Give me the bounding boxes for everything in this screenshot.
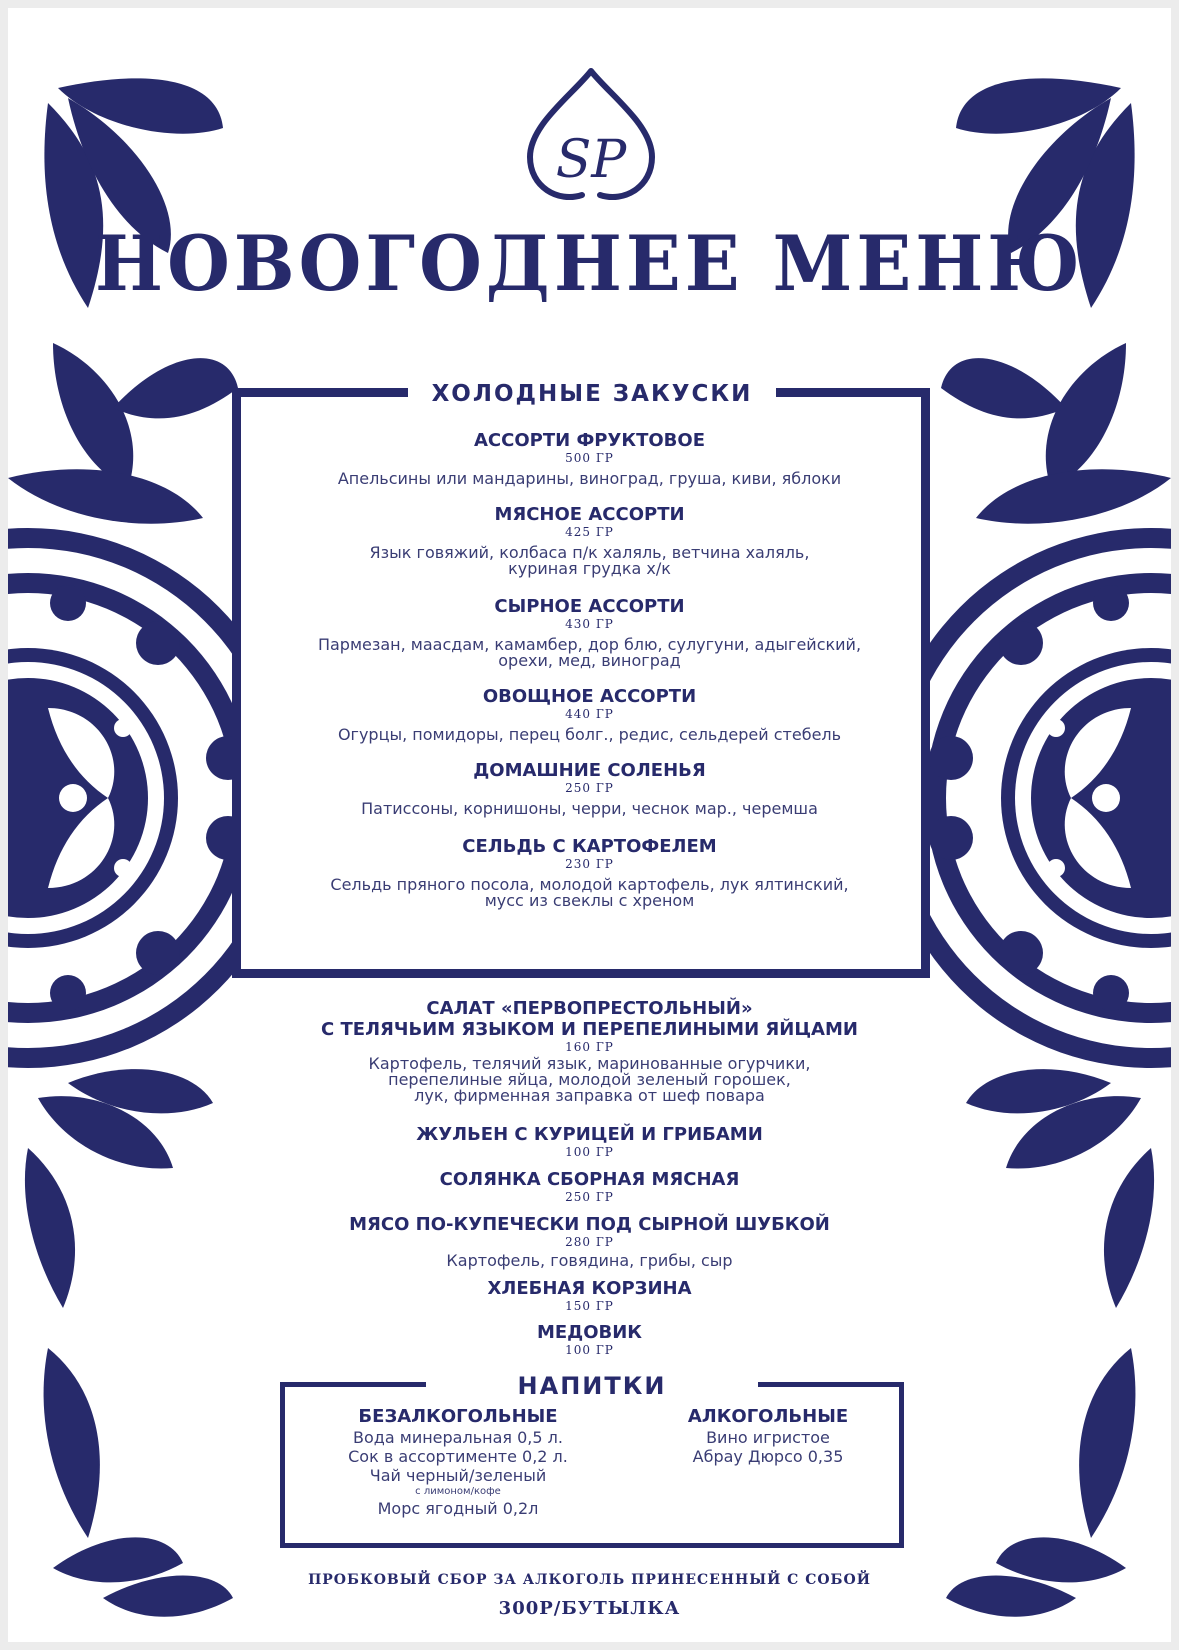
drink-item: Вино игристое xyxy=(706,1428,830,1447)
dish-name: МЯСО ПО-КУПЕЧЕСКИ ПОД СЫРНОЙ ШУБКОЙ xyxy=(349,1214,830,1235)
corkage-note: ПРОБКОВЫЙ СБОР ЗА АЛКОГОЛЬ ПРИНЕСЕННЫЙ С СОБОЙ xyxy=(308,1572,871,1588)
dish-name: СОЛЯНКА СБОРНАЯ МЯСНАЯ xyxy=(439,1169,740,1190)
dish-description: лук, фирменная заправка от шеф повара xyxy=(414,1086,765,1105)
menu-page xyxy=(8,8,1171,1642)
dish-weight: 250 ГР xyxy=(565,1190,614,1204)
cold-appetizers-heading: ХОЛОДНЫЕ ЗАКУСКИ xyxy=(408,383,776,406)
dish-name: ДОМАШНИЕ СОЛЕНЬЯ xyxy=(473,760,706,781)
dish-weight: 150 ГР xyxy=(565,1299,614,1313)
dish-name: ХЛЕБНАЯ КОРЗИНА xyxy=(487,1278,692,1299)
dish-weight: 250 ГР xyxy=(565,781,614,795)
main-dish-item xyxy=(8,1278,1171,1313)
dish-description: куриная грудка х/к xyxy=(508,559,671,578)
drink-item: Сок в ассортименте 0,2 л. xyxy=(348,1447,568,1466)
dish-weight: 280 ГР xyxy=(565,1235,614,1249)
dish-weight: 230 ГР xyxy=(565,857,614,871)
dish-name: МЕДОВИК xyxy=(536,1322,643,1343)
dish-description: Патиссоны, корнишоны, черри, чеснок мар., черемша xyxy=(361,799,818,818)
dish-description: мусс из свеклы с хреном xyxy=(484,891,695,910)
page-title: НОВОГОДНЕЕ МЕНЮ xyxy=(95,218,1084,309)
alcoholic-column xyxy=(648,1406,888,1466)
cold-dish-item xyxy=(8,836,1171,909)
dish-description: перепелиные яйца, молодой зеленый горошек, xyxy=(388,1070,791,1089)
dish-name: ОВОЩНОЕ АССОРТИ xyxy=(482,686,697,707)
cold-dish-item xyxy=(8,596,1171,669)
dish-name: СЕЛЬДЬ С КАРТОФЕЛЕМ xyxy=(462,836,717,857)
dish-description: Огурцы, помидоры, перец болг., редис, сельдерей стебель xyxy=(337,725,842,744)
drinks-heading: НАПИТКИ xyxy=(426,1374,758,1398)
corkage-price: 300Р/БУТЫЛКА xyxy=(498,1598,681,1619)
main-dish-item xyxy=(8,1169,1171,1204)
dish-description: орехи, мед, виноград xyxy=(498,651,681,670)
dish-weight: 160 ГР xyxy=(565,1040,614,1054)
dish-weight: 100 ГР xyxy=(565,1145,614,1159)
cold-dish-item xyxy=(8,430,1171,487)
dish-description: Язык говяжий, колбаса п/к халяль, ветчина халяль, xyxy=(369,543,810,562)
non-alcoholic-title: БЕЗАЛКОГОЛЬНЫЕ xyxy=(358,1406,558,1427)
drink-item: Морс ягодный 0,2л xyxy=(377,1499,539,1518)
dish-name: С ТЕЛЯЧЬИМ ЯЗЫКОМ И ПЕРЕПЕЛИНЫМИ ЯЙЦАМИ xyxy=(321,1019,858,1040)
main-dish-item xyxy=(8,1322,1171,1357)
dish-name: САЛАТ «ПЕРВОПРЕСТОЛЬНЫЙ» xyxy=(426,998,753,1019)
non-alcoholic-column xyxy=(298,1406,618,1518)
dish-weight: 500 ГР xyxy=(565,451,614,465)
drink-item: Вода минеральная 0,5 л. xyxy=(353,1428,563,1447)
cold-dish-item xyxy=(8,686,1171,743)
alcoholic-title: АЛКОГОЛЬНЫЕ xyxy=(687,1406,849,1427)
cold-dish-item xyxy=(8,504,1171,577)
dish-description: Апельсины или мандарины, виноград, груша, киви, яблоки xyxy=(337,469,842,488)
dish-name: ЖУЛЬЕН С КУРИЦЕЙ И ГРИБАМИ xyxy=(416,1124,763,1145)
dish-description: Картофель, телячий язык, маринованные огурчики, xyxy=(368,1054,811,1073)
main-dish-item xyxy=(8,1214,1171,1269)
dish-weight: 425 ГР xyxy=(565,525,614,539)
dish-name: МЯСНОЕ АССОРТИ xyxy=(494,504,685,525)
cold-dish-item xyxy=(8,760,1171,817)
main-dish-item xyxy=(8,998,1171,1104)
dish-weight: 430 ГР xyxy=(565,617,614,631)
dish-name: АССОРТИ ФРУКТОВОЕ xyxy=(474,430,705,451)
drink-item-note: с лимоном/кофе xyxy=(415,1486,501,1497)
drop-monogram-logo xyxy=(522,65,660,207)
drink-item: Чай черный/зеленый xyxy=(369,1466,547,1485)
dish-weight: 100 ГР xyxy=(565,1343,614,1357)
dish-description: Картофель, говядина, грибы, сыр xyxy=(446,1251,733,1270)
dish-name: СЫРНОЕ АССОРТИ xyxy=(494,596,685,617)
dish-weight: 440 ГР xyxy=(565,707,614,721)
dish-description: Сельдь пряного посола, молодой картофель, лук ялтинский, xyxy=(330,875,849,894)
dish-description: Пармезан, маасдам, камамбер, дор блю, сулугуни, адыгейский, xyxy=(317,635,862,654)
logo-monogram: SP xyxy=(555,130,627,190)
drink-item: Абрау Дюрсо 0,35 xyxy=(692,1447,844,1466)
main-dish-item xyxy=(8,1124,1171,1159)
